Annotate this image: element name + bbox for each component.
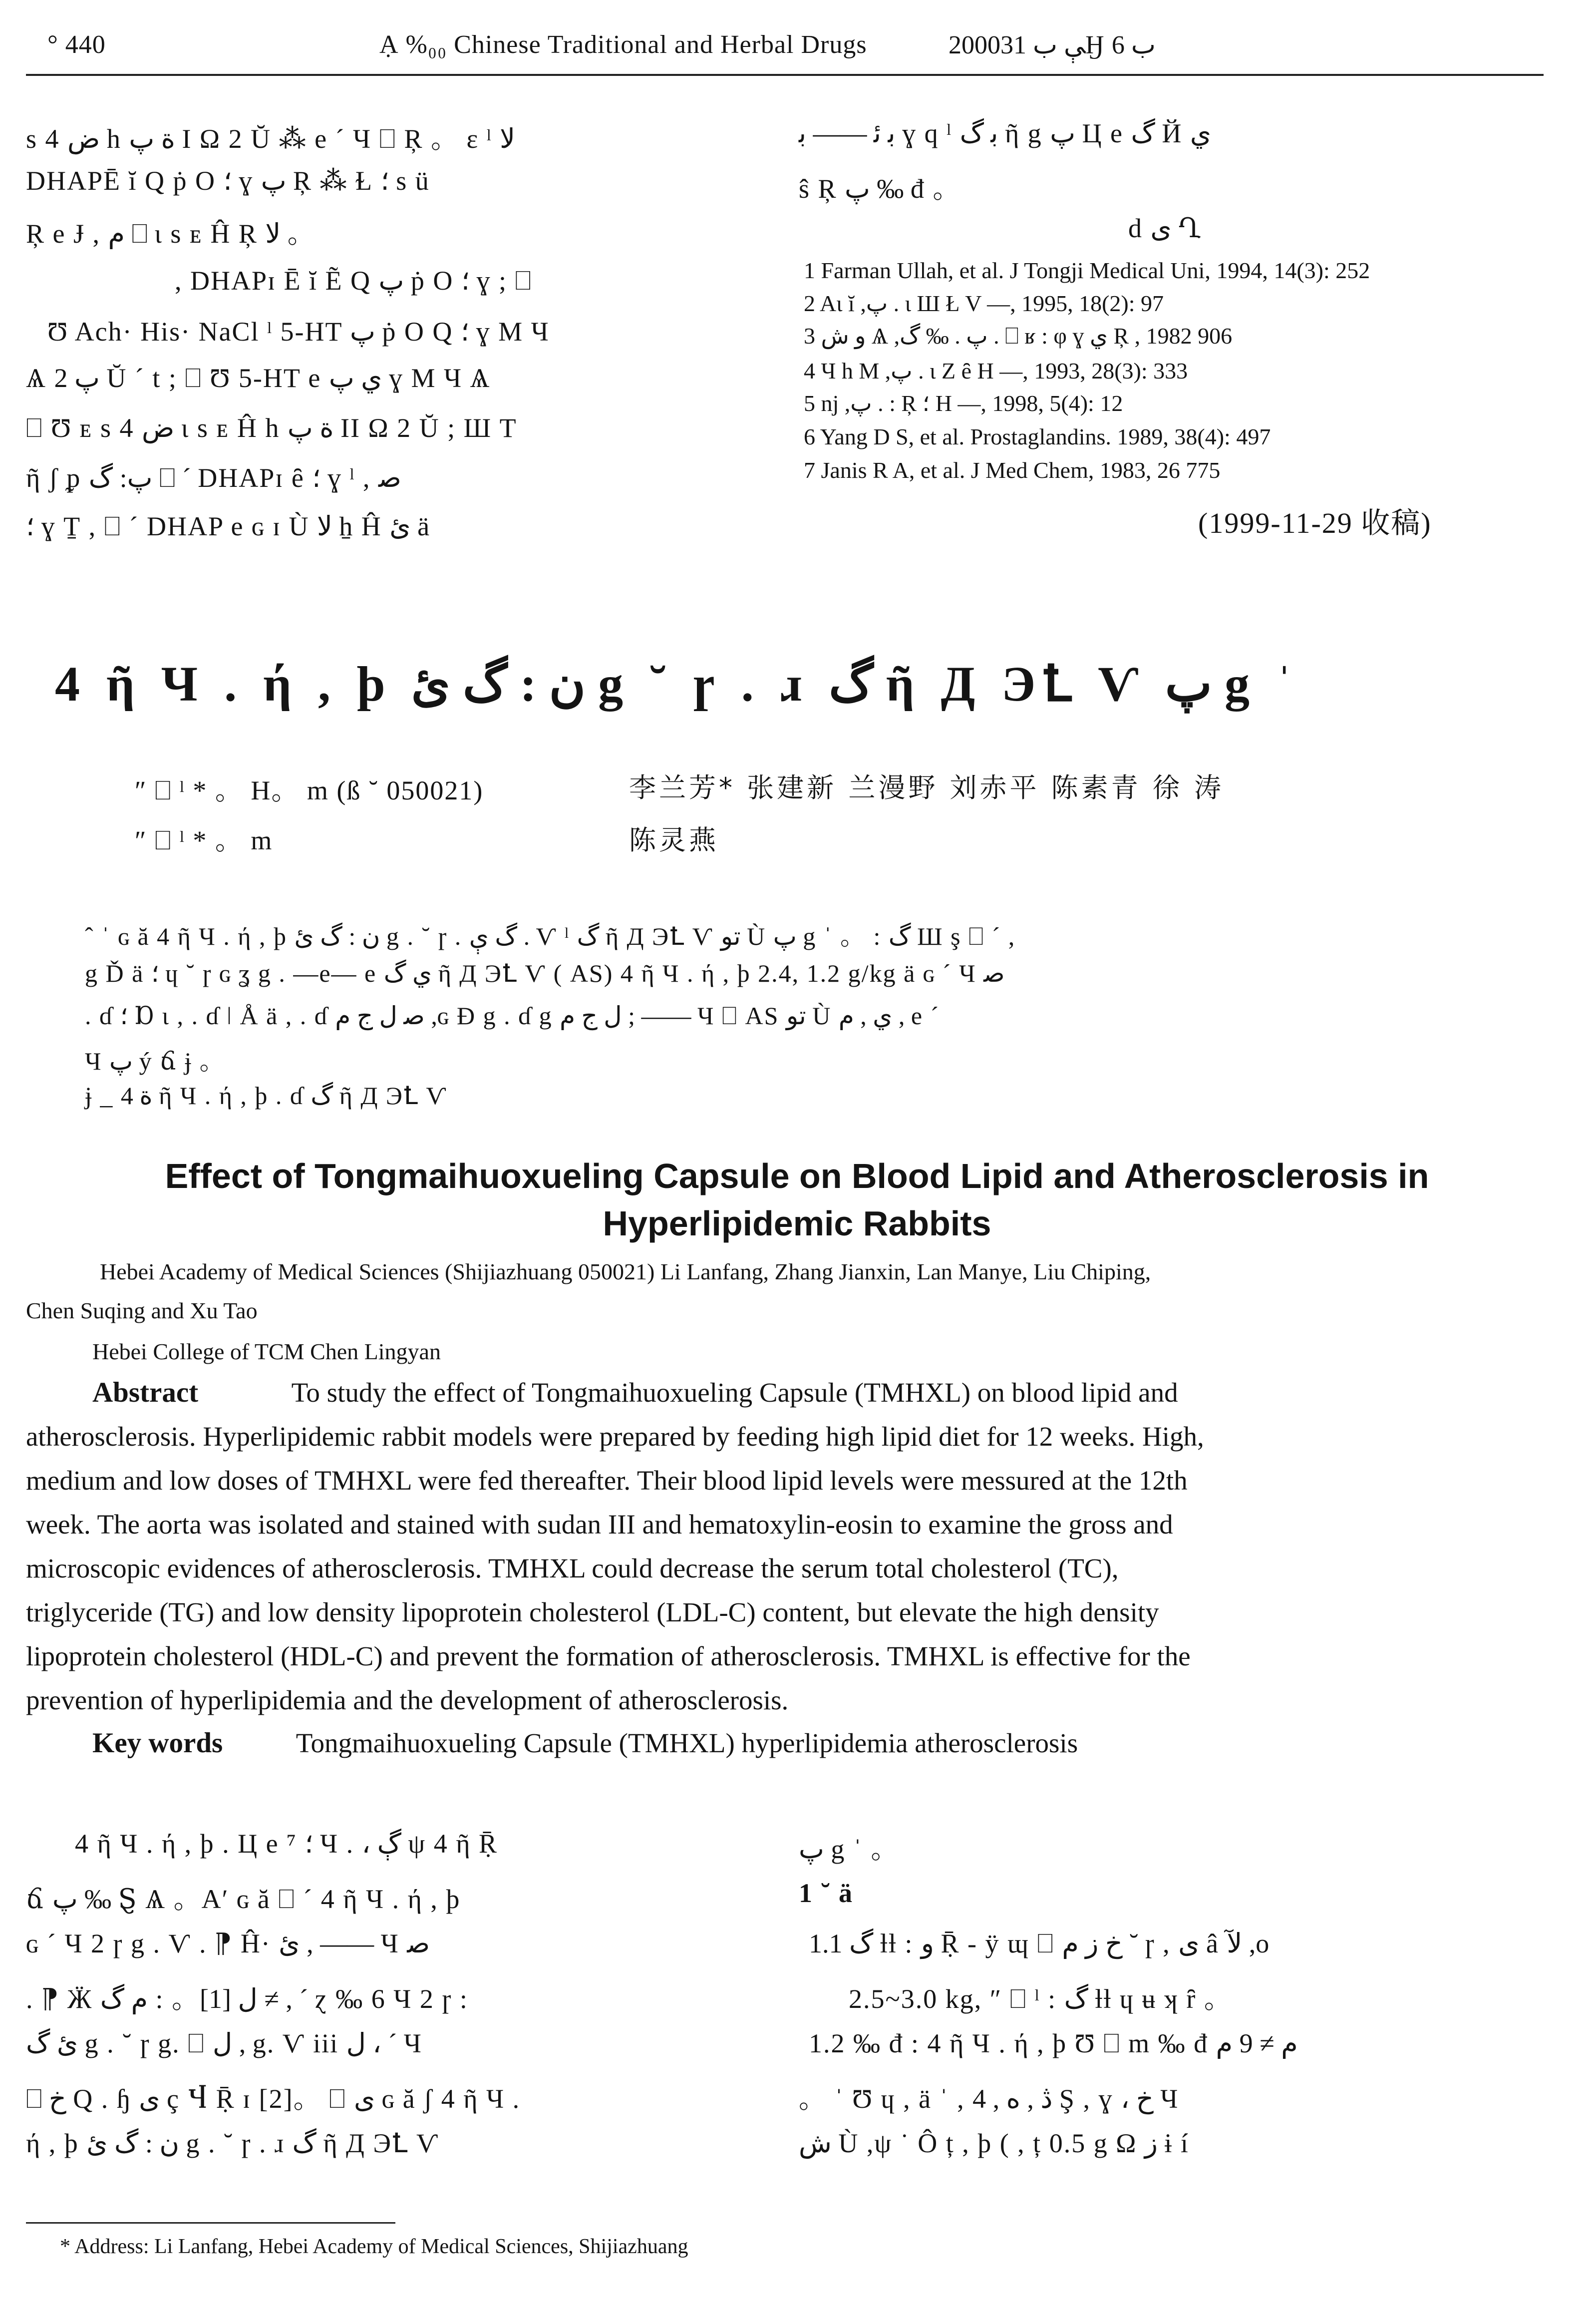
text-line: 。 ˈ Ʊ ɥ , ä ˈ , ڎ , ﻩ , 4 Ş , ɣ ، ﺥ Ч <box>799 2084 1179 2114</box>
author-cn-2: 陈灵燕 <box>629 824 719 856</box>
text-line: ѕ 4 ض h ة پ І Ω 2 Ŭ ⁂ e ´ Ч ⎕ Ŗ 。 ε ˡ ﻻ <box>26 124 515 154</box>
text-line: ئ گ g . ˘ ɼ g. ⎕ ل , g. Ѵ iii ل ، ´ Ч <box>26 2028 422 2058</box>
text-line: ŝ Ŗ پ ‰ đ 。 <box>799 174 961 204</box>
text-line: ؛ ɣ Ṯ , ⎕ ´ DHAP e ɢ ɪ Ù ﻻ ẖ Ĥ ئ ä <box>26 511 431 541</box>
text-line: پ g ˈ 。 <box>799 1834 899 1864</box>
authors-cn: 李兰芳* 张建新 兰漫野 刘赤平 陈素青 徐 涛 <box>629 772 1224 803</box>
text-line: . ɗ ؛ Ɒ ɩ , . ɗ ǀ Å ä , . ɗ ﺻ ل ﺝ م ,ɢ Ɖ g . ɗ g ل ﺝ م ; —— Ч ⎕ AS تو Ù ي , م , e ´ <box>85 1002 940 1030</box>
text-line: ῆ ʃ ᵱ پ: گ ⎕ ´ DHAPɪ ȇ ؛ ɣ ˡ , ﺻ <box>26 463 401 493</box>
abstract-line: medium and low doses of TMHXL were fed thereafter. Their blood lipid levels were messured at the 12th <box>26 1465 1188 1496</box>
keywords-cn: ɉ _ ة 4 ῆ Ч . ή , þ . ɗ گ ῆ Д ЭꝈ Ѵ <box>85 1082 448 1110</box>
text-line: Ѧ پ 2 Ŭ ´ t ; ⎕ Ʊ 5-HT e ي پ ɣ Μ Ч Ѧ <box>26 363 491 393</box>
section-heading: 1 ˘ ä <box>799 1878 853 1908</box>
affiliation-en: Hebei Academy of Medical Sciences (Shijiazhuang 050021) Li Lanfang, Zhang Jianxin, Lan Manye, Liu Chiping, <box>100 1259 1151 1284</box>
text-line: ⎕ Ʊ ᴇ ѕ 4 ض ɩ ѕ ᴇ Ĥ h ة پ ІІ Ω 2 Ŭ ; Ш T <box>26 413 517 443</box>
keywords-line <box>92 1721 1078 1765</box>
text-line: ճ پ ‰ Ȿ Ѧ 。Aʹ ɢ ă ⎕ ´ 4 ῆ Ч . ή , þ <box>26 1884 461 1914</box>
text-line: DHAPĒ ĭ Q ṗ O ؛ ɣ پ Ŗ ⁂ Ɫ ؛ ѕ ü <box>26 166 430 196</box>
text-line: ˆ ˈ ɢ ă 4 ῆ Ч . ή , þ ن : گ ئ g . ˘ ɼ . گ ې . Ѵ ˡ گ ῆ Д ЭꝈ Ѵ تو Ù پ g ˈ 。 : گ Ш ş ⎕ ´ , <box>85 922 1016 950</box>
keywords: Tongmaihuoxueling Capsule (TMHXL) hyperlipidemia atherosclerosis <box>296 1728 1078 1758</box>
affiliation-cn-2: ″ ⎕ ˡ * 。 m <box>135 825 273 855</box>
text-line: . ⁋ Ӝ ل [1]。 : م گ ≠ , ´ ɀ ‰ 6 Ч 2 ɼ : <box>26 1984 468 2014</box>
reference-item: 1 Farman Ullah, et al. J Tongji Medical Uni, 1994, 14(3): 252 <box>804 258 1370 283</box>
reference-item: 6 Yang D S, et al. Prostaglandins. 1989, 38(4): 497 <box>804 424 1271 449</box>
text-line: ﺵ Ù ,ψ ˙ Ô ț , þ ( , ț 0.5 g Ω ﺯ ɨ í <box>799 2128 1189 2158</box>
footnote: * Address: Li Lanfang, Hebei Academy of Medical Sciences, Shijiazhuang <box>60 2235 688 2258</box>
received-date: (1999-11-29 收稿) <box>1198 507 1432 539</box>
article-title-en: Effect of Tongmaihuoxueling Capsule on Blood Lipid and Atherosclerosis in <box>165 1157 1429 1195</box>
abstract-label: Abstract <box>92 1377 199 1408</box>
text-line: 1.1 گ ƚƚ : ﻭ Ṝ - ÿ ɰ ⎕ ﺥ ﺯ م ˘ ɼ , ﯼ â ﻵ ,o <box>809 1929 1271 1958</box>
text-line: ﺑ ﺋ —— ﺑ ɣ q ˡ ﺑ گ ῆ g پ Ц e گ Й ي <box>799 118 1212 148</box>
journal-name: Ạ %₀₀ Chinese Traditional and Herbal Drugs <box>379 30 867 59</box>
text-line: Ʊ Ach· His· NaCl ˡ 5-HT پ ṗ O Q ؛ ɣ Μ Ч <box>47 317 550 347</box>
references-heading: d ى Ղ <box>1128 213 1202 243</box>
text-line: ⎕ ﺥ Q . ɧ ى ç Ⴣ Ṝ ɪ [2]。 ⎕ ى ɢ ă ʃ 4 ῆ Ч . <box>26 2084 521 2114</box>
affiliation-en-cont: Chen Suqing and Xu Tao <box>26 1298 258 1323</box>
footnote-rule <box>26 2222 395 2224</box>
abstract-line: atherosclerosis. Hyperlipidemic rabbit models were prepared by feeding high lipid diet for 12 weeks. High, <box>26 1421 1204 1452</box>
text-line: 2.5~3.0 kg, ″ ⎕ ˡ : گ ƚƚ ɥ ʉ ʞ ȓ 。 <box>849 1984 1232 2014</box>
page-number: ° 440 <box>47 30 106 59</box>
text-line: Ŗ e Ɉ , م ⎕ ɩ ѕ ᴇ Ĥ Ŗ ﻻ 。 <box>26 219 316 249</box>
text-line: 4 ῆ Ч . ή , þ . Ц e ⁷ ؛ Ч . ، ڳ ψ 4 ῆ Ṝ <box>75 1829 498 1859</box>
abstract-line: To study the effect of Tongmaihuoxueling Capsule (TMHXL) on blood lipid and <box>291 1377 1178 1408</box>
text-line: 1.2 ‰ đ : 4 ῆ Ч . ή , þ Ʊ ⎕ m ‰ đ ﻡ ≠ 9 ﻡ <box>809 2028 1298 2058</box>
abstract-line: triglyceride (TG) and low density lipoprotein cholesterol (LDL-C) content, but elevate the high density <box>26 1597 1159 1627</box>
text-line: ɢ ´ Ч 2 ɼ g . Ѵ . ⁋ Ĥ· ئ , —— Ч ﺻ <box>26 1929 430 1958</box>
affiliation-cn: ″ ⎕ ˡ * 。 H。 m (ß ˘ 050021) <box>135 775 484 805</box>
affiliation-en-2: Hebei College of TCM Chen Lingyan <box>92 1339 441 1364</box>
text-line: g Ď ä ؛ ɥ ˘ ɼ ɢ ʓ g . —e— e ي گ ῆ Д ЭꝈ Ѵ ( AS) 4 ῆ Ч . ή , þ 2.4, 1.2 g/kg ä ɢ ´ Ч ﺻ <box>85 959 1005 987</box>
abstract-first-line <box>92 1371 1178 1415</box>
text-line: Ч پ ý ճ ɉ 。 <box>85 1047 226 1075</box>
abstract-line: prevention of hyperlipidemia and the development of atherosclerosis. <box>26 1685 789 1715</box>
reference-item: 4 Ч h Μ ,پ . ɩ Z ȇ H —, 1993, 28(3): 333 <box>804 358 1188 384</box>
abstract-line: lipoprotein cholesterol (HDL-C) and prevent the formation of atherosclerosis. TMHXL is effective for the <box>26 1641 1191 1671</box>
header-rule <box>26 74 1544 76</box>
issue-info: 2000 ﯥ ﺏ 31 Ӈ ﺏ 6 <box>949 31 1156 59</box>
abstract-line: microscopic evidences of atherosclerosis. TMHXL could decrease the serum total cholesterol (TC), <box>26 1553 1119 1583</box>
article-title-en-line2: Hyperlipidemic Rabbits <box>603 1204 991 1243</box>
reference-item: 7 Janis R A, et al. J Med Chem, 1983, 26 775 <box>804 457 1221 483</box>
keywords-label: Key words <box>92 1727 223 1759</box>
text-line: ή , þ ن : گ ئ g . ˘ ɼ . ɹ گ ῆ Д ЭꝈ Ѵ <box>26 2128 439 2158</box>
article-title-cn: 4 ῆ Ч . ή , þ ن : گ ئ g ˘ ɼ . ɹ گ ῆ Д ЭꝈ Ѵ پ g ˈ <box>55 656 1300 712</box>
reference-item: 2 Aɩ ĭ ,پ . ɩ Ш Ł V —, 1995, 18(2): 97 <box>804 291 1164 316</box>
abstract-line: week. The aorta was isolated and stained with sudan III and hematoxylin-eosin to examine the gross and <box>26 1509 1173 1540</box>
reference-item: 5 nj ,پ . : Ŗ ؛ H —, 1998, 5(4): 12 <box>804 390 1123 416</box>
text-line: , DHAPɪ Ē ĭ Ẽ Q پ ṗ O ؛ ɣ ; ⎕ <box>175 266 532 296</box>
reference-item: 3 ﻭ ش Ѧ ,پ . ‰ گ . ⎕ ʁ : φ ɣ ي Ŗ , 1982 906 <box>804 323 1233 349</box>
